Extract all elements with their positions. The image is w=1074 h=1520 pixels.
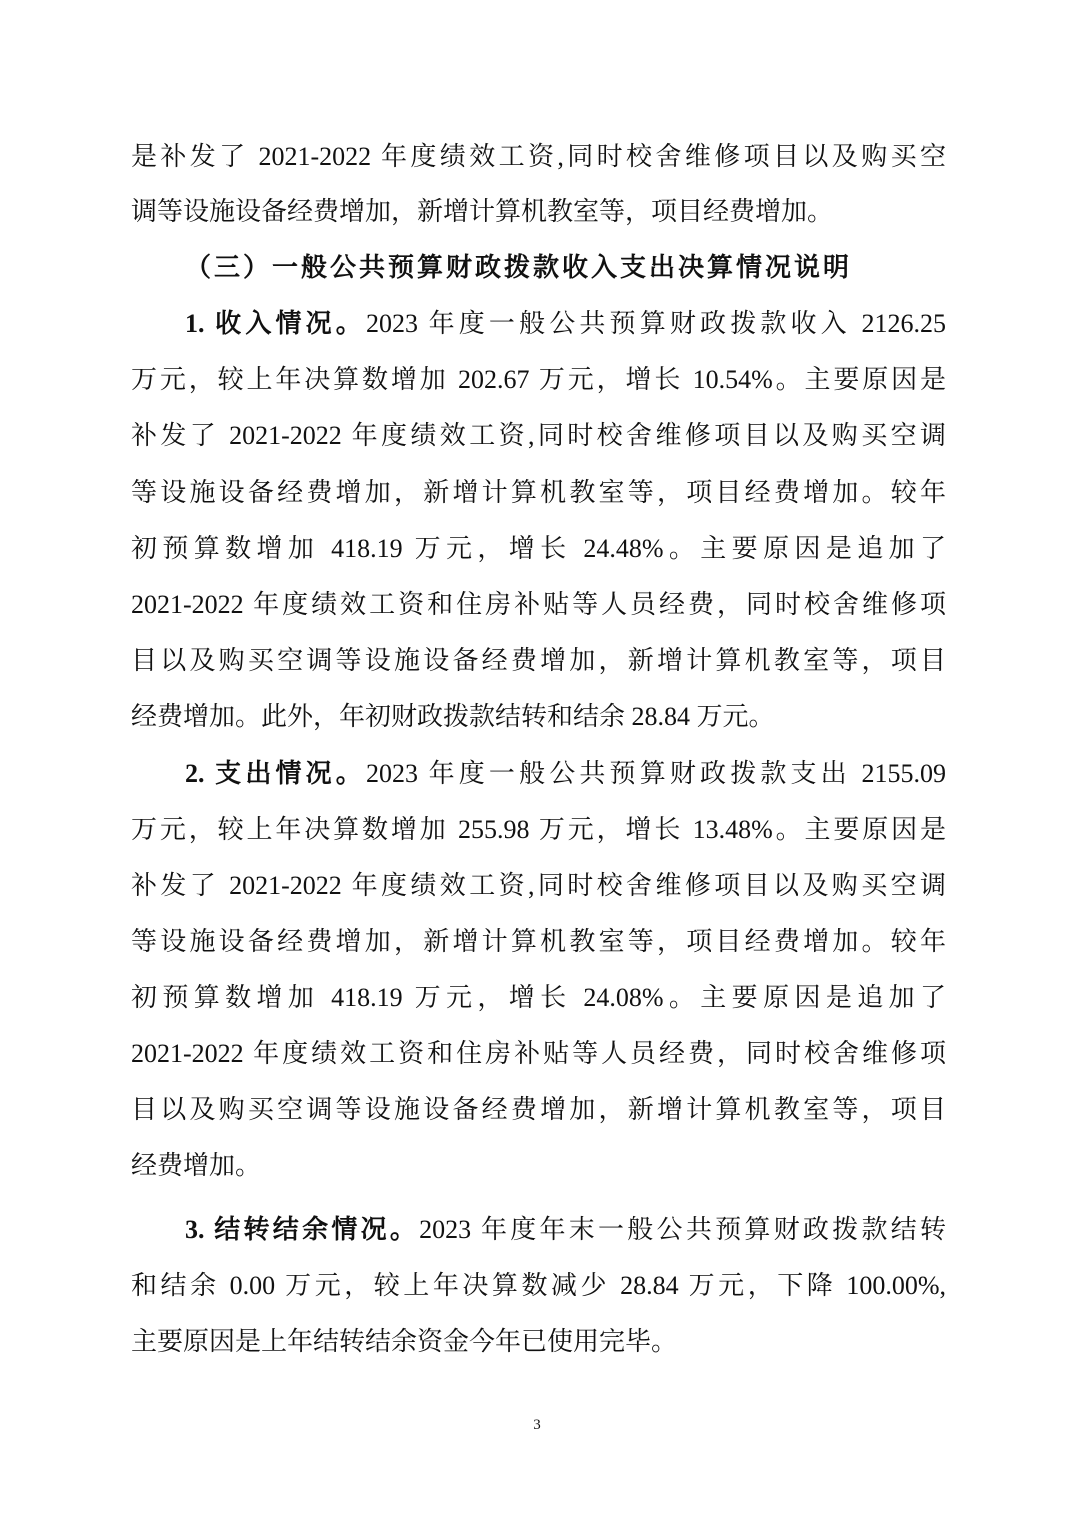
text-line: 目以及购买空调等设施设备经费增加，新增计算机教室等，项目 <box>131 646 946 675</box>
item-label: 1. 收入情况。 <box>185 309 366 338</box>
text-line: 2021-2022 年度绩效工资和住房补贴等人员经费，同时校舍维修项 <box>131 590 946 619</box>
text: 2023 年度年末一般公共预算财政拨款结转 <box>419 1215 946 1244</box>
text-line: 是补发了 2021-2022 年度绩效工资,同时校舍维修项目以及购买空 <box>131 142 946 171</box>
text-line: 补发了 2021-2022 年度绩效工资,同时校舍维修项目以及购买空调 <box>131 871 946 900</box>
text-line: 初预算数增加 418.19 万元，增长 24.08%。主要原因是追加了 <box>131 983 946 1012</box>
text: 2023 年度一般公共预算财政拨款收入 2126.25 <box>365 309 946 338</box>
paragraph-first-line <box>185 758 946 790</box>
text-line: 目以及购买空调等设施设备经费增加，新增计算机教室等，项目 <box>131 1095 946 1124</box>
text-line: 万元，较上年决算数增加 202.67 万元，增长 10.54%。主要原因是 <box>131 365 946 394</box>
text-line: 和结余 0.00 万元，较上年决算数减少 28.84 万元，下降 100.00%, <box>131 1271 946 1300</box>
text-line: 2021-2022 年度绩效工资和住房补贴等人员经费，同时校舍维修项 <box>131 1039 946 1068</box>
text: 2023 年度一般公共预算财政拨款支出 2155.09 <box>365 759 946 788</box>
text-line: 等设施设备经费增加，新增计算机教室等，项目经费增加。较年 <box>131 927 946 956</box>
text-line: 主要原因是上年结转结余资金今年已使用完毕。 <box>131 1327 678 1356</box>
text-line: 经费增加。 <box>131 1151 262 1180</box>
text-line: 经费增加。此外，年初财政拨款结转和结余 28.84 万元。 <box>131 702 775 731</box>
page-number: 3 <box>533 1417 541 1433</box>
section-heading: （三）一般公共预算财政拨款收入支出决算情况说明 <box>185 253 853 282</box>
text-line: 初预算数增加 418.19 万元，增长 24.48%。主要原因是追加了 <box>131 534 946 563</box>
paragraph-first-line <box>185 1214 946 1246</box>
text-line: 等设施设备经费增加，新增计算机教室等，项目经费增加。较年 <box>131 478 946 507</box>
paragraph-first-line <box>185 308 946 340</box>
item-label: 2. 支出情况。 <box>185 759 366 788</box>
text-line: 调等设施设备经费增加，新增计算机教室等，项目经费增加。 <box>131 197 834 226</box>
text-line: 万元，较上年决算数增加 255.98 万元，增长 13.48%。主要原因是 <box>131 815 946 844</box>
text-line: 补发了 2021-2022 年度绩效工资,同时校舍维修项目以及购买空调 <box>131 421 946 450</box>
item-label: 3. 结转结余情况。 <box>185 1215 420 1244</box>
